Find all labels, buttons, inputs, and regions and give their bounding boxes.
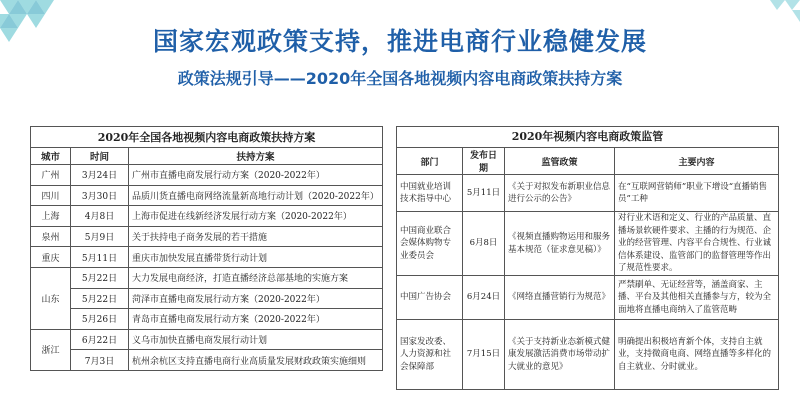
plan-cell: 关于扶持电子商务发展的若干措施 [129,226,383,247]
table-row [31,206,383,227]
policy-cell: 《视频直播购物运用和服务基本规范（征求意见稿）》 [505,212,615,276]
date-cell: 5月11日 [71,247,129,268]
plan-cell: 青岛市直播电商发展行动方案（2020-2022年） [129,309,383,330]
city-cell: 上海 [31,206,71,227]
table-row [31,267,383,288]
plan-cell: 品质川货直播电商网络流量新高地行动计划（2020-2022年） [129,185,383,206]
department-cell: 国家发改委、人力资源和社会保障部 [397,320,463,390]
plan-cell: 菏泽市直播电商发展行动方案（2020-2022年） [129,288,383,309]
city-cell: 山东 [31,267,71,329]
column-header-release-date: 发布日期 [463,148,505,175]
date-cell: 3月30日 [71,185,129,206]
page-subtitle: 政策法规引导——2020年全国各地视频内容电商政策扶持方案 [177,69,623,88]
date-cell: 5月22日 [71,267,129,288]
date-cell: 4月8日 [71,206,129,227]
column-header-content: 主要内容 [615,148,779,175]
date-cell: 5月22日 [71,288,129,309]
policy-cell: 《关于对拟发布新职业信息进行公示的公告》 [505,175,615,212]
date-cell: 5月11日 [463,175,505,212]
column-header-department: 部门 [397,148,463,175]
page-title: 国家宏观政策支持，推进电商行业稳健发展 [152,27,647,56]
table-row [397,212,779,276]
date-cell: 5月26日 [71,309,129,330]
policy-cell: 《网络直播营销行为规范》 [505,276,615,320]
date-cell: 6月22日 [71,329,129,350]
city-cell: 泉州 [31,226,71,247]
policy-cell: 《关于支持新业态新模式健康发展激活消费市场带动扩大就业的意见》 [505,320,615,390]
regulation-table-caption: 2020年视频内容电商政策监管 [397,127,779,148]
table-row [31,226,383,247]
table-row [31,185,383,206]
table-row [397,175,779,212]
city-cell: 四川 [31,185,71,206]
support-plan-table [30,126,383,371]
date-cell: 7月15日 [463,320,505,390]
table-row [31,288,383,309]
table-row [31,350,383,371]
column-header-city: 城市 [31,148,71,165]
content-cell: 严禁刷单、无证经营等，涵盖商家、主播、平台及其他相关直播参与方，较为全面地将直播电商纳入了监管范畴 [615,276,779,320]
department-cell: 中国广告协会 [397,276,463,320]
plan-cell: 大力发展电商经济，打造直播经济总部基地的实施方案 [129,267,383,288]
city-cell: 浙江 [31,329,71,370]
column-header-policy: 监管政策 [505,148,615,175]
plan-cell: 广州市直播电商发展行动方案（2020-2022年） [129,165,383,186]
department-cell: 中国商业联合会媒体购物专业委员会 [397,212,463,276]
plan-cell: 杭州余杭区支持直播电商行业高质量发展财政政策实施细则 [129,350,383,371]
column-header-date: 时间 [71,148,129,165]
table-row [397,320,779,390]
regulation-table [396,126,779,390]
department-cell: 中国就业培训技术指导中心 [397,175,463,212]
content-cell: 在“互联网营销师”职业下增设“直播销售员”工种 [615,175,779,212]
table-row [31,165,383,186]
date-cell: 7月3日 [71,350,129,371]
date-cell: 6月24日 [463,276,505,320]
date-cell: 6月8日 [463,212,505,276]
content-cell: 明确提出积极培育新个体，支持自主就业，支持微商电商、网络直播等多样化的自主就业、分时就业。 [615,320,779,390]
date-cell: 5月9日 [71,226,129,247]
date-cell: 3月24日 [71,165,129,186]
table-row [31,329,383,350]
city-cell: 广州 [31,165,71,186]
plan-cell: 义乌市加快直播电商发展行动计划 [129,329,383,350]
table-row [31,247,383,268]
content-cell: 对行业术语和定义、行业的产品质量、直播场景软硬件要求、主播的行为规范、企业的经营管理、内容平台合规性、行业诚信体系建设、监管部门的监督管理等作出了规范性要求。 [615,212,779,276]
table-row [397,276,779,320]
plan-cell: 重庆市加快发展直播带货行动计划 [129,247,383,268]
plan-cell: 上海市促进在线新经济发展行动方案（2020-2022年） [129,206,383,227]
support-table-caption: 2020年全国各地视频内容电商政策扶持方案 [31,127,383,148]
table-row [31,309,383,330]
city-cell: 重庆 [31,247,71,268]
column-header-plan: 扶持方案 [129,148,383,165]
